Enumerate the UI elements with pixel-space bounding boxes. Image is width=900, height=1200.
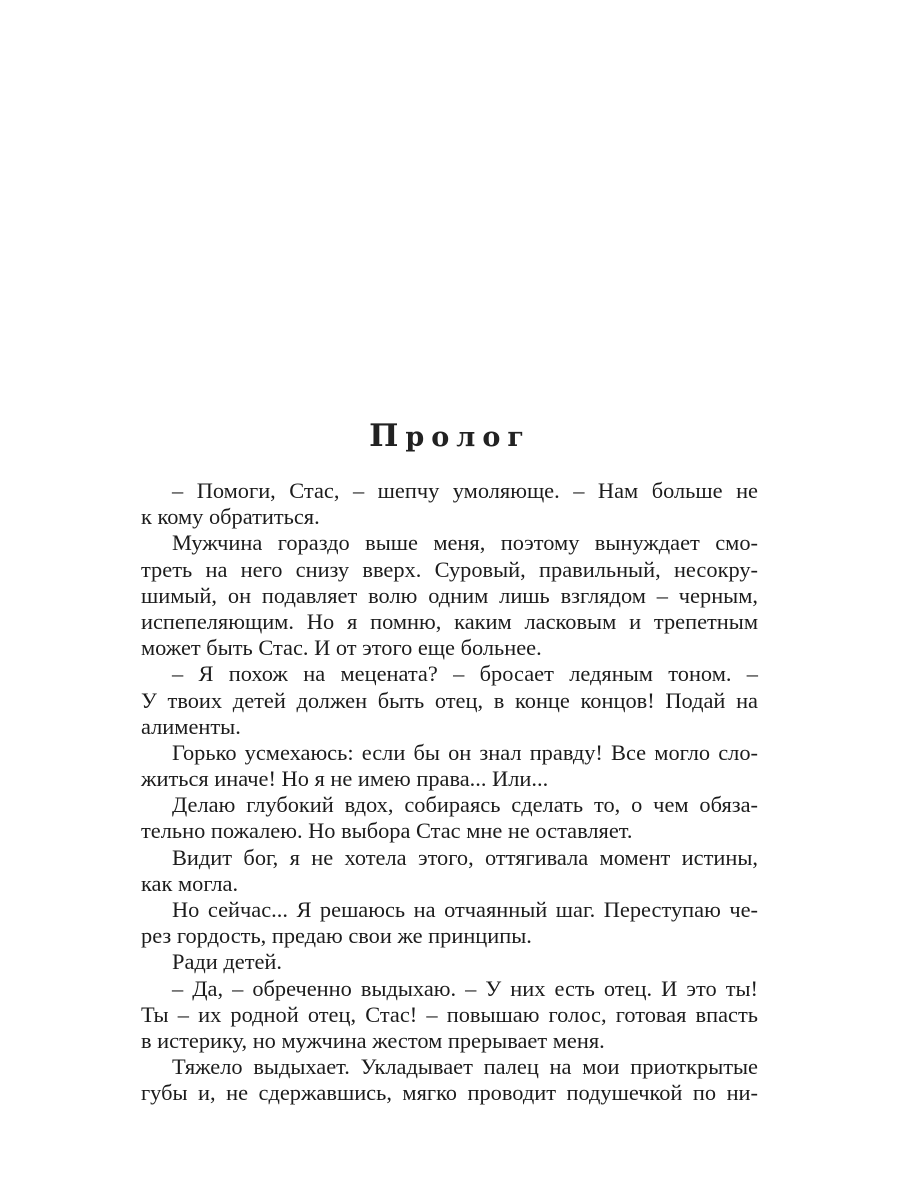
text-line: Ради детей. [172,949,282,975]
text-line: Делаю глубокий вдох, собираясь сделать то, о чем обяза- [172,792,758,818]
text-line: Мужчина гораздо выше меня, поэтому вынуждает смо- [172,530,758,556]
text-line: может быть Стас. И от этого еще больнее. [141,635,542,661]
text-line: шимый, он подавляет волю одним лишь взглядом – черным, [141,582,758,608]
text-line: житься иначе! Но я не имею права... Или... [141,766,549,792]
text-line: Видит бог, я не хотела этого, оттягивала момент истины, [172,844,758,870]
text-line: к кому обратиться. [141,504,320,530]
chapter-title [0,418,900,456]
body-text [141,478,758,1107]
text-line: губы и, не сдержавшись, мягко проводит подушечкой по ни- [141,1080,758,1106]
text-line: в истерику, но мужчина жестом прерывает меня. [141,1027,605,1053]
text-line: – Помоги, Стас, – шепчу умоляюще. – Нам больше не [172,478,758,503]
text-line: Горько усмехаюсь: если бы он знал правду! Все могло сло- [172,739,758,765]
text-line: – Да, – обреченно выдыхаю. – У них есть отец. И это ты! [172,975,758,1001]
text-line: испепеляющим. Но я помню, каким ласковым и трепетным [141,608,758,634]
text-line: У твоих детей должен быть отец, в конце концов! Подай на [141,687,758,713]
chapter-title-rest: ролог [405,422,531,453]
text-line: алименты. [141,713,241,739]
chapter-title-initial: П [369,418,406,454]
text-line: Но сейчас... Я решаюсь на отчаянный шаг. Переступаю че- [172,897,758,922]
text-line: треть на него снизу вверх. Суровый, правильный, несокру- [141,556,758,582]
text-line: рез гордость, предаю свои же принципы. [141,923,532,949]
text-line: – Я похож на мецената? – бросает ледяным тоном. – [172,661,758,687]
text-line: Ты – их родной отец, Стас! – повышаю голос, готовая впасть [141,1001,758,1027]
text-line: тельно пожалею. Но выбора Стас мне не оставляет. [141,818,633,844]
text-line: как могла. [141,870,239,896]
text-line: Тяжело выдыхает. Укладывает палец на мои приоткрытые [172,1054,758,1080]
